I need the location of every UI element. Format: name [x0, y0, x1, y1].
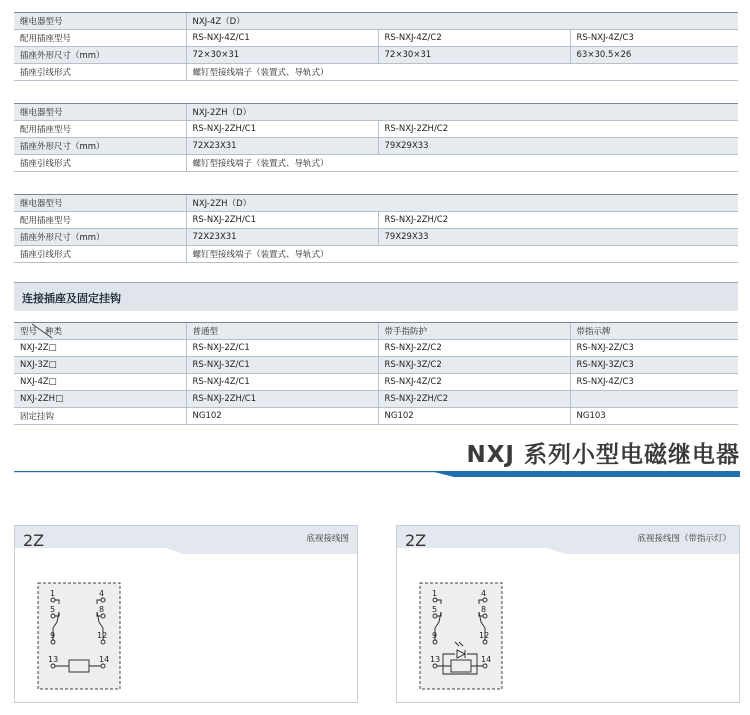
diagonal-divider	[32, 323, 62, 339]
table-row	[14, 47, 738, 64]
table-row	[14, 229, 738, 246]
socket-hook-table	[14, 322, 738, 425]
title-underline	[14, 471, 740, 477]
table-cell: RS-NXJ-2ZH/C1	[186, 121, 378, 138]
relay-spec-table-nxj-2zh-repeat	[14, 194, 738, 263]
pin-label: 14	[99, 655, 110, 664]
table-cell: 配用插座型号	[14, 212, 186, 229]
table-row	[14, 195, 738, 212]
column-header: 普通型	[186, 323, 378, 340]
column-header: 带指示牌	[570, 323, 738, 340]
table-cell: RS-NXJ-4Z/C2	[378, 30, 570, 47]
card-title: 2Z	[23, 531, 45, 550]
table-cell: 72X23X31	[186, 229, 378, 246]
table-cell: RS-NXJ-2ZH/C1	[186, 391, 378, 408]
table-cell: RS-NXJ-4Z/C3	[570, 374, 738, 391]
table-row	[14, 408, 738, 425]
section-header	[14, 282, 738, 311]
table-cell: RS-NXJ-4Z/C3	[570, 30, 738, 47]
pin-label: 9	[50, 631, 56, 640]
pin-label: 13	[430, 655, 441, 664]
pin-label: 12	[479, 631, 490, 640]
table-cell: 螺钉型接线端子（装置式、导轨式）	[186, 64, 738, 81]
wiring-diagram-with-led	[419, 582, 503, 690]
table-cell: RS-NXJ-3Z/C3	[570, 357, 738, 374]
table-row	[14, 340, 738, 357]
table-row	[14, 104, 738, 121]
table-row	[14, 13, 738, 30]
table-cell: RS-NXJ-2Z/C2	[378, 340, 570, 357]
table-cell: RS-NXJ-2Z/C1	[186, 340, 378, 357]
table-cell: 72X23X31	[186, 138, 378, 155]
pin-label: 8	[481, 605, 487, 614]
table-cell: 插座外形尺寸（mm）	[14, 229, 186, 246]
pin-label: 1	[50, 589, 56, 598]
table-cell: RS-NXJ-4Z/C2	[378, 374, 570, 391]
table-cell: 72×30×31	[378, 47, 570, 64]
table-cell: RS-NXJ-2ZH/C2	[378, 121, 738, 138]
table-cell: NXJ-2ZH（D）	[186, 195, 738, 212]
pin-label: 13	[48, 655, 59, 664]
table-cell: 固定挂钩	[14, 408, 186, 425]
relay-spec-table-nxj-2zh	[14, 103, 738, 172]
table-cell: 继电器型号	[14, 13, 186, 30]
type-label: 型号	[20, 327, 38, 337]
table-row	[14, 155, 738, 172]
table-cell: NXJ-2ZH（D）	[186, 104, 738, 121]
table-cell: RS-NXJ-2ZH/C2	[378, 212, 738, 229]
table-cell: RS-NXJ-2Z/C3	[570, 340, 738, 357]
pin-label: 4	[481, 589, 487, 598]
table-cell: NXJ-3Z□	[14, 357, 186, 374]
pin-label: 9	[432, 631, 438, 640]
table-cell: NG103	[570, 408, 738, 425]
table-cell: NXJ-4Z□	[14, 374, 186, 391]
table-cell: 螺钉型接线端子（装置式、导轨式）	[186, 246, 738, 263]
card-caption: 底视接线图（带指示灯）	[637, 534, 731, 544]
table-cell: RS-NXJ-4Z/C1	[186, 374, 378, 391]
wiring-card-2z	[14, 525, 358, 703]
pin-label: 5	[432, 605, 438, 614]
table-cell: 继电器型号	[14, 195, 186, 212]
table-cell: 63×30.5×26	[570, 47, 738, 64]
table-cell: 72×30×31	[186, 47, 378, 64]
table-row	[14, 138, 738, 155]
table-cell: NG102	[186, 408, 378, 425]
pin-label: 1	[432, 589, 438, 598]
pin-label: 4	[99, 589, 105, 598]
table-cell: 插座外形尺寸（mm）	[14, 138, 186, 155]
pin-label: 14	[481, 655, 492, 664]
table-row	[14, 391, 738, 408]
pin-label: 8	[99, 605, 105, 614]
table-cell: NXJ-2Z□	[14, 340, 186, 357]
section-title: 连接插座及固定挂钩	[22, 292, 121, 305]
wiring-diagram	[37, 582, 121, 690]
table-row	[14, 374, 738, 391]
table-cell: 插座外形尺寸（mm）	[14, 47, 186, 64]
table-cell: RS-NXJ-2ZH/C1	[186, 212, 378, 229]
table-cell: NXJ-4Z（D）	[186, 13, 738, 30]
table-cell: NXJ-2ZH□	[14, 391, 186, 408]
table-cell: 继电器型号	[14, 104, 186, 121]
table-cell: RS-NXJ-3Z/C1	[186, 357, 378, 374]
table-cell: 插座引线形式	[14, 246, 186, 263]
table-row	[14, 64, 738, 81]
table-row	[14, 30, 738, 47]
table-cell: 79X29X33	[378, 229, 738, 246]
table-cell: RS-NXJ-2ZH/C2	[378, 391, 570, 408]
table-cell: 螺钉型接线端子（装置式、导轨式）	[186, 155, 738, 172]
table-cell: RS-NXJ-4Z/C1	[186, 30, 378, 47]
kind-label: 种类	[45, 327, 63, 337]
table-cell: 配用插座型号	[14, 121, 186, 138]
table-cell: 插座引线形式	[14, 155, 186, 172]
table-row	[14, 246, 738, 263]
table-row	[14, 357, 738, 374]
column-header: 带手指防护	[378, 323, 570, 340]
table-cell: 79X29X33	[378, 138, 738, 155]
table-cell: 配用插座型号	[14, 30, 186, 47]
table-cell: NG102	[378, 408, 570, 425]
table-cell	[570, 391, 738, 408]
card-caption: 底视接线图	[306, 534, 349, 544]
pin-label: 12	[97, 631, 108, 640]
table-cell: RS-NXJ-3Z/C2	[378, 357, 570, 374]
wiring-card-2z-with-indicator	[396, 525, 740, 703]
table-cell: 插座引线形式	[14, 64, 186, 81]
pin-label: 5	[50, 605, 56, 614]
relay-spec-table-nxj-4z	[14, 12, 738, 81]
table-row	[14, 212, 738, 229]
card-title: 2Z	[405, 531, 427, 550]
table-header-row	[14, 323, 738, 340]
type-kind-header	[14, 323, 186, 340]
table-row	[14, 121, 738, 138]
page-title: NXJ 系列小型电磁继电器	[466, 442, 740, 468]
